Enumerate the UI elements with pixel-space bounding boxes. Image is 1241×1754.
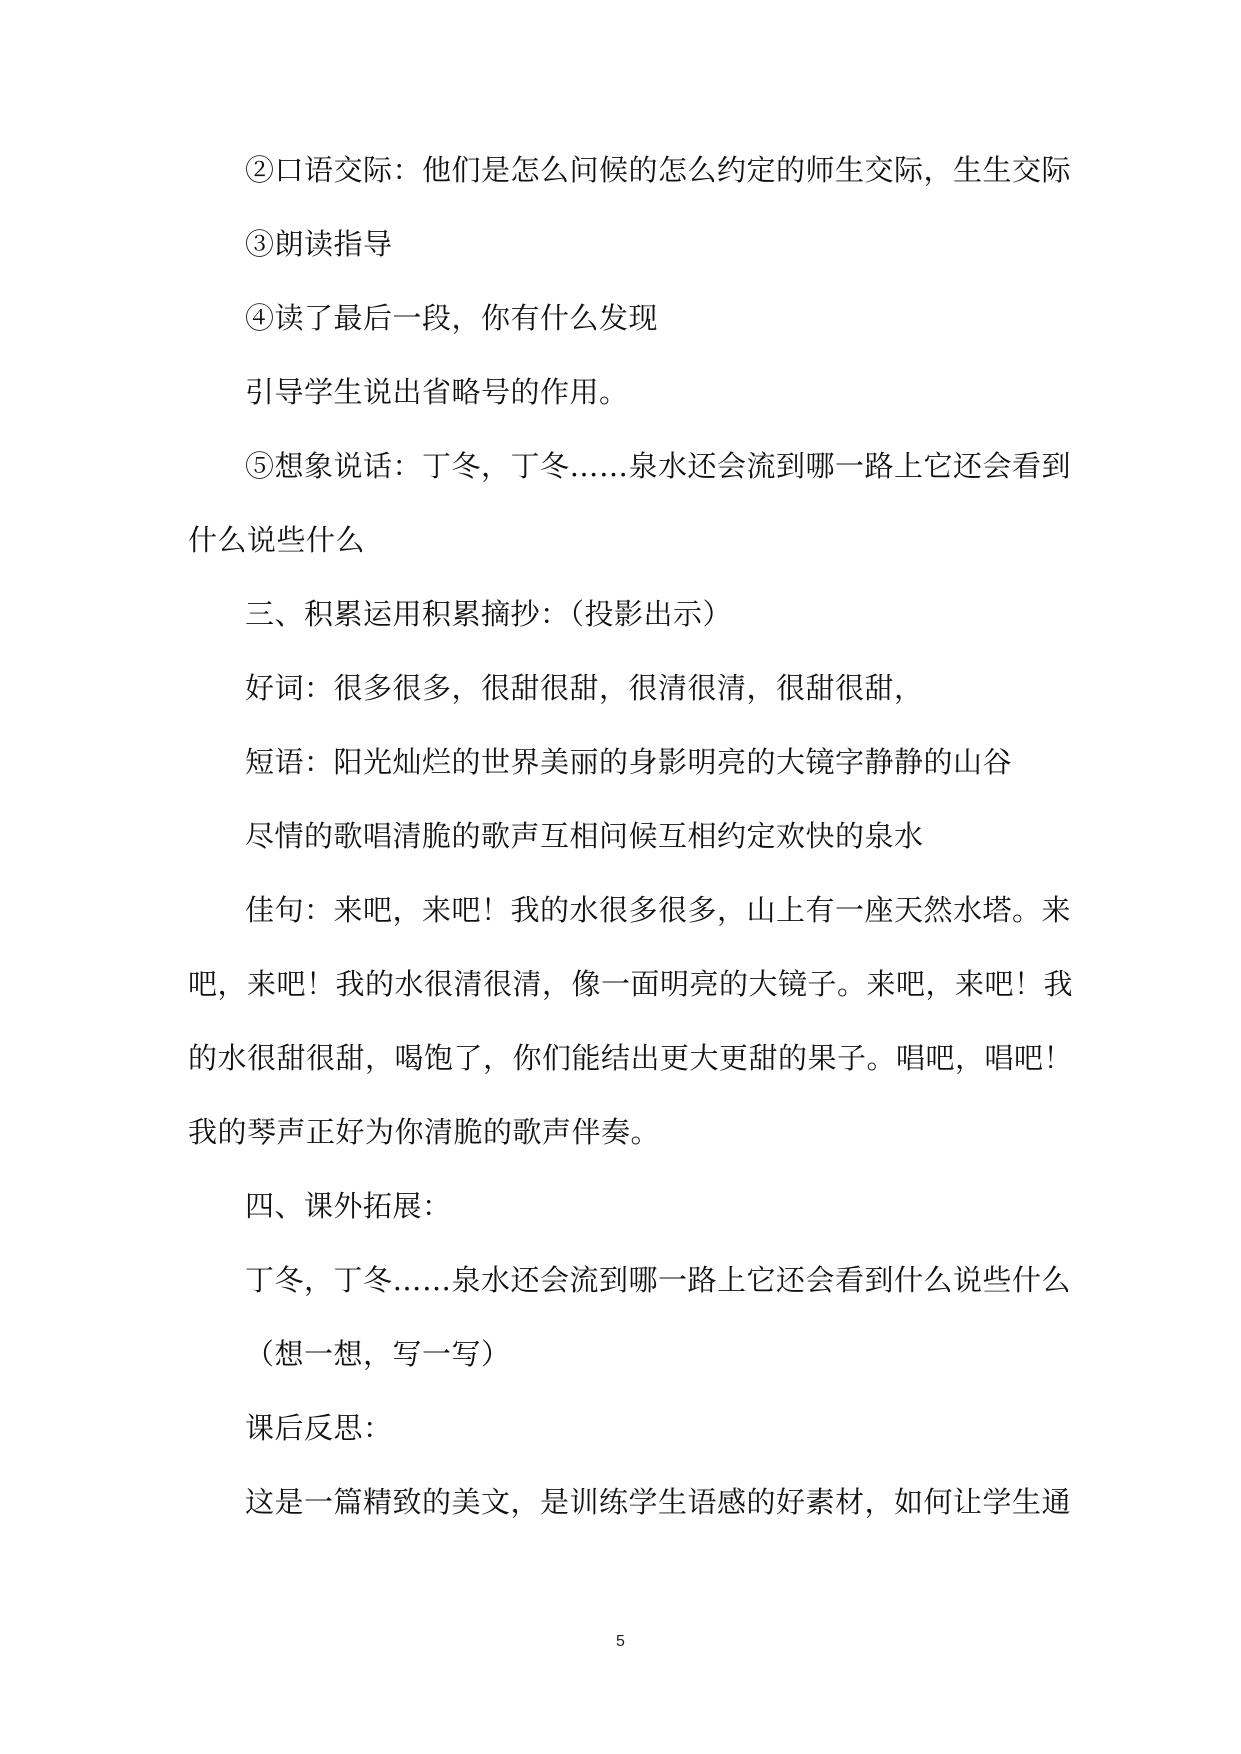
- paragraph-line: 好词：很多很多，很甜很甜，很清很清，很甜很甜，: [245, 671, 924, 705]
- paragraph-line: 我的琴声正好为你清脆的歌声伴奏。: [188, 1115, 661, 1149]
- paragraph-line: 这是一篇精致的美文，是训练学生语感的好素材，如何让学生通: [245, 1485, 1072, 1519]
- paragraph-line: 尽情的歌唱清脆的歌声互相问候互相约定欢快的泉水: [245, 819, 924, 853]
- paragraph-line: 引导学生说出省略号的作用。: [245, 375, 629, 409]
- page-number: 5: [616, 1633, 625, 1650]
- paragraph-line: 的水很甜很甜，喝饱了，你们能结出更大更甜的果子。唱吧，唱吧！: [188, 1041, 1074, 1075]
- paragraph-line: ③朗读指导: [245, 227, 393, 261]
- paragraph-line: ⑤想象说话：丁冬，丁冬……泉水还会流到哪一路上它还会看到: [245, 449, 1072, 483]
- paragraph-line: 短语：阳光灿烂的世界美丽的身影明亮的大镜字静静的山谷: [245, 745, 1013, 779]
- paragraph-line: （想一想，写一写）: [245, 1337, 511, 1371]
- section-heading: 四、课外拓展：: [245, 1189, 452, 1223]
- section-heading: 三、积累运用积累摘抄：（投影出示）: [245, 597, 733, 631]
- paragraph-line: 什么说些什么: [188, 523, 366, 557]
- section-heading: 课后反思：: [245, 1411, 393, 1445]
- paragraph-line: 丁冬，丁冬……泉水还会流到哪一路上它还会看到什么说些什么: [245, 1263, 1072, 1297]
- paragraph-line: 佳句：来吧，来吧！我的水很多很多，山上有一座天然水塔。来: [245, 893, 1072, 927]
- paragraph-line: 吧，来吧！我的水很清很清，像一面明亮的大镜子。来吧，来吧！我: [188, 967, 1074, 1001]
- paragraph-line: ④读了最后一段，你有什么发现: [245, 301, 659, 335]
- paragraph-line: ②口语交际：他们是怎么问候的怎么约定的师生交际，生生交际: [245, 153, 1072, 187]
